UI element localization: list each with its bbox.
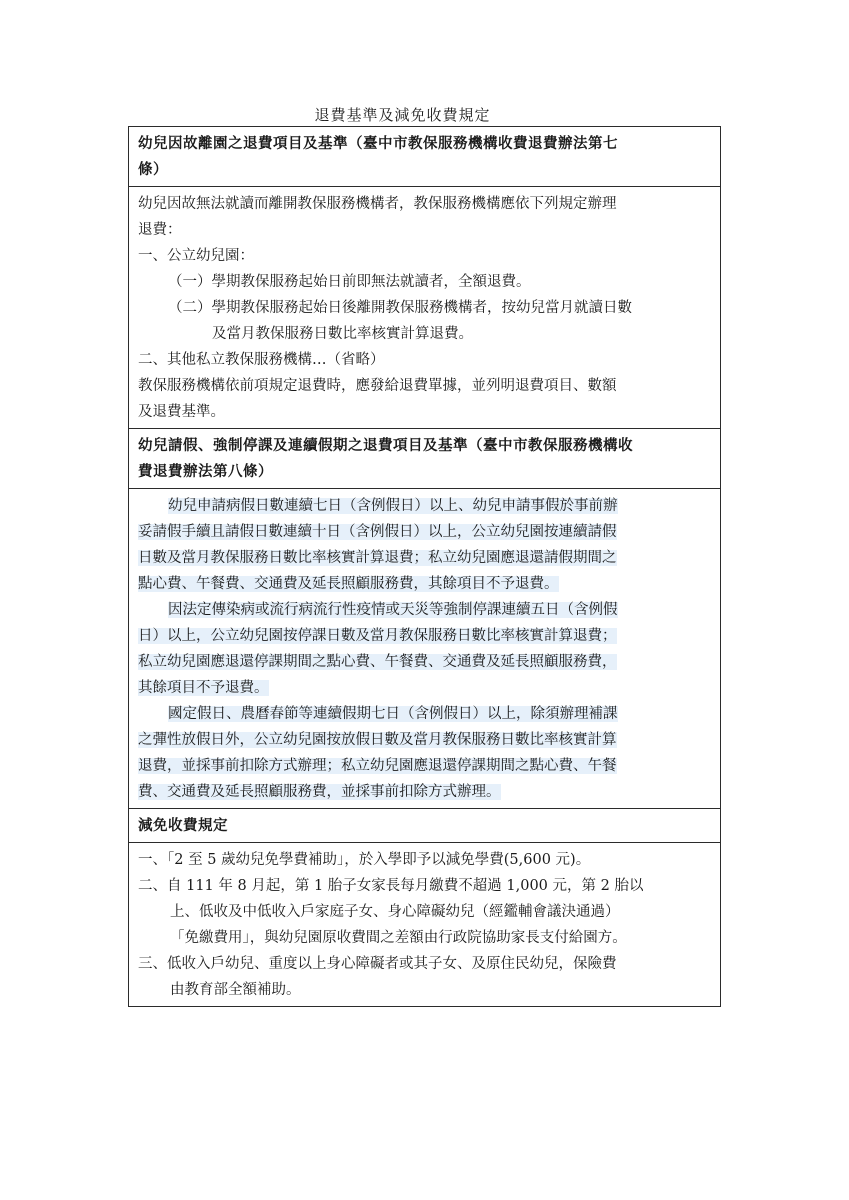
section3-heading: 減免收費規定 <box>129 809 721 843</box>
section3-body <box>129 843 721 1007</box>
section1-heading-line: 條） <box>138 161 168 178</box>
paragraph-line: 日數及當月教保服務日數比率核實計算退費；私立幼兒園應退還請假期間之 <box>138 550 617 566</box>
document-title: 退費基準及減免收費規定 <box>314 106 491 124</box>
section2-heading <box>129 429 721 489</box>
section1-body <box>129 187 721 429</box>
public-kindergarten-label: 一、公立幼兒園： <box>138 248 254 264</box>
reduction-item-3-line: 三、低收入戶幼兒、重度以上身心障礙者或其子女、及原住民幼兒，保險費 <box>138 956 617 972</box>
section2-body <box>129 489 721 809</box>
paragraph-line: 點心費、午餐費、交通費及延長照顧服務費，其餘項目不予退費。 <box>138 576 559 592</box>
reduction-item-2-line: 「免繳費用」，與幼兒園原收費間之差額由行政院協助家長支付給園方。 <box>170 930 627 946</box>
paragraph-line: 妥請假手續且請假日數連續十日（含例假日）以上，公立幼兒園按連續請假 <box>138 524 617 540</box>
regulations-table <box>128 126 721 1007</box>
paragraph-line: 國定假日、農曆春節等連續假期七日（含例假日）以上，除須辦理補課 <box>168 706 618 722</box>
intro-line: 幼兒因故無法就讀而離開教保服務機構者，教保服務機構應依下列規定辦理 <box>138 196 617 212</box>
section-heading-row <box>129 809 721 843</box>
section2-heading-line: 幼兒請假、強制停課及連續假期之退費項目及基準（臺中市教保服務機構收 <box>138 437 633 454</box>
reduction-item-2-line: 二、自 111 年 8 月起，第 1 胎子女家長每月繳費不超過 1,000 元，第 2 胎以 <box>138 878 644 894</box>
section2-heading-line: 費退費辦法第八條） <box>138 463 273 480</box>
paragraph-line: 之彈性放假日外，公立幼兒園按放假日數及當月教保服務日數比率核實計算 <box>138 732 617 748</box>
intro-line: 退費： <box>138 222 182 238</box>
receipt-note-line: 及退費基準。 <box>138 404 225 420</box>
section1-heading-line: 幼兒因故離園之退費項目及基準（臺中市教保服務機構收費退費辦法第七 <box>138 135 618 152</box>
paragraph-line: 退費，並採事前扣除方式辦理；私立幼兒園應退還停課期間之點心費、午餐 <box>138 758 617 774</box>
paragraph-line: 費、交通費及延長照顧服務費，並採事前扣除方式辦理。 <box>138 784 501 800</box>
suspension-refund-paragraph <box>138 597 711 701</box>
section-body-row <box>129 843 721 1007</box>
section-body-row <box>129 187 721 429</box>
section-body-row <box>129 489 721 809</box>
paragraph-line: 因法定傳染病或流行病流行性疫情或天災等強制停課連續五日（含例假 <box>168 602 618 618</box>
private-institution-label: 二、其他私立教保服務機構…（省略） <box>138 352 385 368</box>
refund-item-2-line: 及當月教保服務日數比率核實計算退費。 <box>212 326 473 342</box>
refund-item-2-line: （二）學期教保服務起始日後離開教保服務機構者，按幼兒當月就讀日數 <box>168 300 632 316</box>
section-heading-row <box>129 127 721 187</box>
reduction-item-2-line: 上、低收及中低收入戶家庭子女、身心障礙幼兒（經鑑輔會議決通過） <box>170 904 620 920</box>
reduction-item-1: 一、「2 至 5 歲幼兒免學費補助」，於入學即予以減免學費(5,600 元)。 <box>138 852 591 868</box>
holiday-refund-paragraph <box>138 701 711 805</box>
receipt-note-line: 教保服務機構依前項規定退費時，應發給退費單據，並列明退費項目、數額 <box>138 378 617 394</box>
paragraph-line: 私立幼兒園應退還停課期間之點心費、午餐費、交通費及延長照顧服務費， <box>138 654 617 670</box>
section1-heading <box>129 127 721 187</box>
section-heading-row <box>129 429 721 489</box>
refund-item-1: （一）學期教保服務起始日前即無法就讀者，全額退費。 <box>168 274 531 290</box>
paragraph-line: 其餘項目不予退費。 <box>138 680 269 696</box>
paragraph-line: 幼兒申請病假日數連續七日（含例假日）以上、幼兒申請事假於事前辦 <box>168 498 618 514</box>
reduction-item-3-line: 由教育部全額補助。 <box>170 982 301 998</box>
paragraph-line: 日）以上，公立幼兒園按停課日數及當月教保服務日數比率核實計算退費； <box>138 628 617 644</box>
leave-refund-paragraph <box>138 493 711 597</box>
